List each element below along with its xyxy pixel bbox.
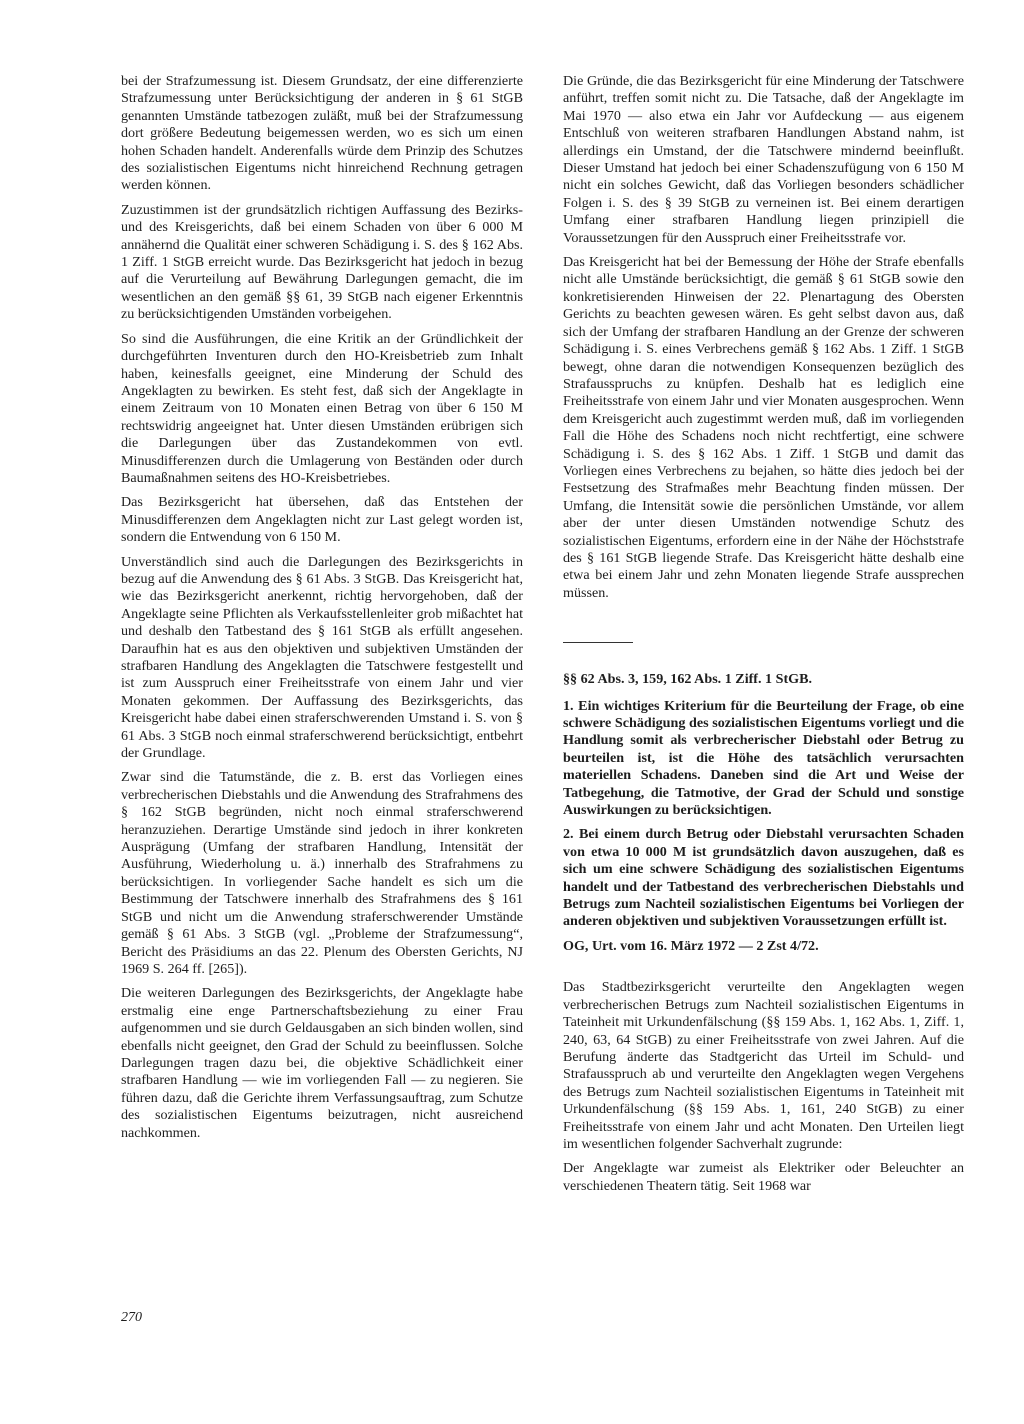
body-paragraph: bei der Strafzumessung ist. Diesem Grundsatz, der eine differenzierte Strafzumessung unter Berücksichtigung der anderen in § 61 StGB genannten Umstände tatbezogen zuläßt, muß bei der Strafzumessung dort größere Bedeutung beigemessen werden, wo es sich um einen hohen Schaden handelt. Anderenfalls würde dem Prinzip des Schutzes des sozialistischen Eigentums nicht hinreichend Rechnung getragen werden können. [121, 73, 523, 194]
right-column [563, 73, 964, 1202]
body-paragraph: Zwar sind die Tatumstände, die z. B. erst das Vorliegen eines verbrecherischen Diebstahls und die Anwendung des Strafrahmens des § 162 StGB begründen, nicht noch einmal straferschwerend heranzuziehen. Derartige Umstände sind jedoch in ihrer konkreten Ausprägung (Umfang der strafbaren Handlung, Intensität der Ausführung, Wiederholung u. ä.) innerhalb des Strafrahmens zu berücksichtigen. In vorliegender Sache handelt es sich um die Bestimmung der Tatschwere innerhalb des Strafrahmens des § 161 StGB und nicht um die Anwendung straferschwerender Umstände gemäß § 61 Abs. 3 StGB (vgl. „Probleme der Strafzumessung“, Bericht des Präsidiums an das 22. Plenum des Obersten Gerichts, NJ 1969 S. 264 ff. [265]). [121, 769, 523, 977]
body-paragraph: Das Kreisgericht hat bei der Bemessung der Höhe der Strafe ebenfalls nicht alle Umstände berücksichtigt, die gemäß § 61 StGB sowie den konkretisierenden Hinweisen der 22. Plenartagung des Obersten Gerichts zu beachten gewesen wären. Es geht selbst davon aus, daß sich der Umfang der strafbaren Handlung an der Grenze der schweren Schädigung i. S. eines Verbrechens gemäß § 162 Abs. 1 Ziff. 1 StGB bewegt, ohne daran die notwendigen Konsequenzen bezüglich des Strafausspruchs zu knüpfen. Deshalb hat es lediglich eine Freiheitsstrafe von einem Jahr und vier Monaten ausgesprochen. Wenn dem Kreisgericht auch zugestimmt werden muß, daß im vorliegenden Fall die Höhe des Schadens noch nicht rechtfertigt, eine schwere Schädigung i. S. des § 162 Abs. 1 Ziff. 1 StGB und damit das Vorliegen eines Verbrechens zu bejahen, so hätte dies jedoch bei der Festsetzung des Strafmaßes mehr Beachtung finden müssen. Der Umfang, die Intensität sowie die persönlichen Umstände, vor allem aber der unter diesen Umständen notwendige Schutz des sozialistischen Eigentums, erfordern eine in der Nähe der Höchststrafe des § 161 StGB liegende Strafe. Das Kreisgericht hätte deshalb eine etwa bei einem Jahr und zehn Monaten liegende Strafe aussprechen müssen. [563, 254, 964, 601]
body-paragraph: Zuzustimmen ist der grundsätzlich richtigen Auffassung des Bezirks- und des Kreisgerichts, daß bei einem Schaden von über 6 000 M annähernd die Qualität einer schweren Schädigung i. S. des § 162 Abs. 1 Ziff. 1 StGB erreicht wurde. Das Bezirksgericht hat jedoch in bezug auf die Verurteilung auf Bewährung Darlegungen gemacht, die im wesentlichen an den gemäß §§ 61, 39 StGB nach eigener Erkenntnis zu berücksichtigenden Umständen vorbeigehen. [121, 201, 523, 323]
body-paragraph: Der Angeklagte war zumeist als Elektriker oder Beleuchter an verschiedenen Theatern tätig. Seit 1968 war [563, 1160, 964, 1194]
left-column [121, 73, 523, 1149]
headnote-paragraph: 2. Bei einem durch Betrug oder Diebstahl verursachten Schaden von etwa 10 000 M ist grundsätzlich davon auszugehen, daß es sich um eine schwere Schädigung des sozialistischen Eigentums handelt und der Tatbestand des verbrecherischen Diebstahls und Betrugs zum Nachteil sozialistischen Eigentums bei Vorliegen der anderen objektiven und subjektiven Voraussetzungen erfüllt ist. [563, 826, 964, 930]
body-paragraph: Die weiteren Darlegungen des Bezirksgerichts, der Angeklagte habe erstmalig eine enge Partnerschaftsbeziehung zu einer Frau aufgenommen und sie durch Geldausgaben an sich binden wollen, sind ebenfalls nicht geeignet, den Grad der Schuld zu beeinflussen. Solche Darlegungen tragen dazu bei, die objektive Schädlichkeit einer strafbaren Handlung — wie im vorliegenden Fall — zu negieren. Sie führen dazu, daß die Gerichte ihrem Verfassungsauftrag, zum Schutze des sozialistischen Eigentums beizutragen, nicht ausreichend nachkommen. [121, 985, 523, 1141]
case-citation: OG, Urt. vom 16. März 1972 — 2 Zst 4/72. [563, 937, 819, 954]
headnote-paragraph: 1. Ein wichtiges Kriterium für die Beurteilung der Frage, ob eine schwere Schädigung des sozialistischen Eigentums vorliegt und die Handlung somit als verbrecherischer Diebstahl oder Betrug zu beurteilen ist, ist die Höhe des tatsächlich verursachten materiellen Schadens. Daneben sind die Art und Weise der Tatbegehung, die Tatmotive, der Grad der Schuld und sonstige Auswirkungen zu berücksichtigen. [563, 697, 964, 819]
body-paragraph: Unverständlich sind auch die Darlegungen des Bezirksgerichts in bezug auf die Anwendung des § 61 Abs. 3 StGB. Das Kreisgericht hat, wie das Bezirksgericht anerkennt, richtig hervorgehoben, daß der Angeklagte seine Pflichten als Verkaufsstellenleiter grob mißachtet hat und deshalb den Tatbestand des § 161 StGB als erfüllt angesehen. Daraufhin hat es aus den objektiven und subjektiven Umständen der strafbaren Handlung des Angeklagten die Tatschwere festgestellt und ist zum Ausspruch einer Freiheitsstrafe von einem Jahr und vier Monaten gekommen. Der Auffassung des Bezirksgerichts, das Kreisgericht habe dabei einen straferschwerenden Umstand i. S. von § 61 Abs. 3 StGB noch einmal straferschwerend berücksichtigt, entbehrt der Grundlage. [121, 553, 523, 762]
statute-heading: §§ 62 Abs. 3, 159, 162 Abs. 1 Ziff. 1 StGB. [563, 671, 813, 688]
body-paragraph: Die Gründe, die das Bezirksgericht für eine Minderung der Tatschwere anführt, treffen somit nicht zu. Die Tatsache, daß der Angeklagte im Mai 1970 — also etwa ein Jahr vor Aufdeckung — aus eigenem Entschluß von weiteren strafbaren Handlungen Abstand nahm, ist allerdings ein Umstand, der die Tatschwere mindernd beeinflußt. Dieser Umstand hat jedoch bei einer Schadenszufügung von 6 150 M nicht ein solches Gewicht, daß das Vorliegen besonders schädlicher Folgen i. S. des § 39 StGB zu verneinen ist. Bei einem derartigen Umfang einer strafbaren Handlung liegen prinzipiell die Voraussetzungen für den Ausspruch einer Freiheitsstrafe vor. [563, 73, 964, 246]
body-paragraph: Das Bezirksgericht hat übersehen, daß das Entstehen der Minusdifferenzen dem Angeklagten nicht zur Last gelegt worden ist, sondern die Entwendung von 6 150 M. [121, 494, 523, 546]
page-number: 270 [121, 1310, 142, 1325]
body-paragraph: Das Stadtbezirksgericht verurteilte den Angeklagten wegen verbrecherischen Betrugs zum Nachteil sozialistischen Eigentums in Tateinheit mit Urkundenfälschung (§§ 159 Abs. 1, 162 Abs. 1, Ziff. 1, 240, 63, 64 StGB) zu einer Freiheitsstrafe von zwei Jahren. Auf die Berufung änderte das Stadtgericht das Urteil im Schuld- und Strafausspruch ab und verurteilte den Angeklagten wegen Vergehens des Betrugs zum Nachteil sozialistischen Eigentums in Tateinheit mit Urkundenfälschung (§§ 159 Abs. 1, 161, 240 StGB) zu einer Freiheitsstrafe von einem Jahr und acht Monaten. Den Urteilen liegt im wesentlichen folgender Sachverhalt zugrunde: [563, 979, 964, 1152]
body-paragraph: So sind die Ausführungen, die eine Kritik an der Gründlichkeit der durchgeführten Inventuren durch den HO-Kreisbetrieb zum Inhalt haben, keinesfalls geeignet, eine Minderung der Schuld des Angeklagten zu bewirken. Es steht fest, daß sich der Angeklagte in einem Zeitraum von 10 Monaten einen Betrag von über 6 150 M rechtswidrig angeeignet hat. Unter diesen Umständen erübrigen sich die Darlegungen über das Zustandekommen von evtl. Minusdifferenzen durch die Umlagerung von Beständen oder durch Baumaßnahmen seitens des HO-Kreisbetriebes. [121, 330, 523, 486]
section-divider [563, 642, 633, 643]
